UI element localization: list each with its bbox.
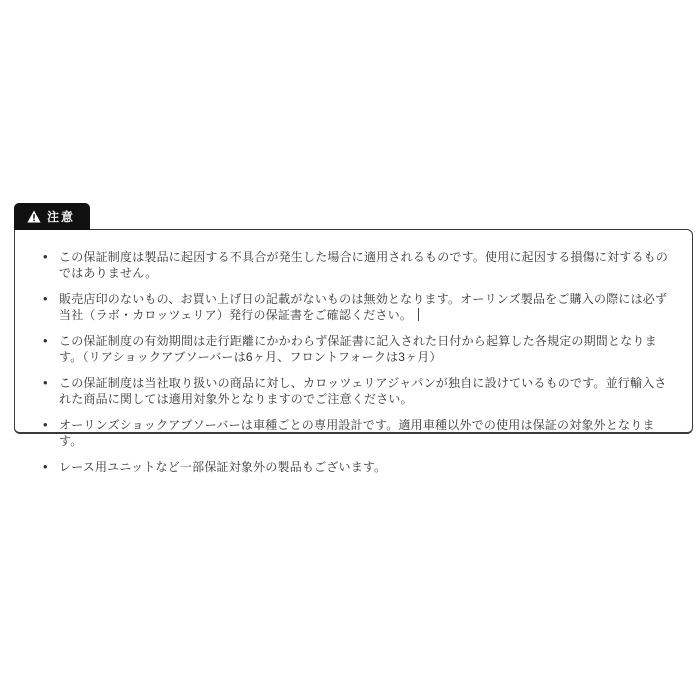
warning-triangle-icon bbox=[27, 210, 41, 223]
notice-item-text: この保証制度の有効期間は走行距離にかかわらず保証書に記入された日付から起算した各規定の期間となります。（リアショックアブソーバーは6ヶ月、フロントフォークは3ヶ月） bbox=[59, 334, 657, 364]
notice-item-text: オーリンズショックアブソーバーは車種ごとの専用設計です。適用車種以外での使用は保証の対象外となります。 bbox=[59, 418, 655, 448]
caution-notice bbox=[14, 203, 693, 474]
text-cursor bbox=[418, 308, 419, 321]
caution-tab bbox=[14, 203, 90, 230]
caution-list bbox=[35, 249, 678, 475]
notice-item bbox=[35, 459, 678, 475]
notice-item bbox=[35, 249, 678, 281]
caution-box bbox=[14, 229, 693, 474]
notice-item bbox=[35, 291, 678, 323]
notice-item-text: レース用ユニットなど一部保証対象外の製品もございます。 bbox=[59, 460, 387, 474]
notice-item-text: この保証制度は当社取り扱いの商品に対し、カロッツェリアジャパンが独自に設けているものです。並行輸入された商品に関しては適用対象外となりますのでご注意ください。 bbox=[59, 376, 667, 406]
caution-tab-label: 注意 bbox=[47, 210, 76, 224]
notice-item bbox=[35, 375, 678, 407]
notice-item-text: この保証制度は製品に起因する不具合が発生した場合に適用されるものです。使用に起因する損傷に対するものではありません。 bbox=[59, 250, 669, 280]
notice-item-text: 販売店印のないもの、お買い上げ日の記載がないものは無効となります。オーリンズ製品をご購入の際には必ず当社（ラボ・カロッツェリア）発行の保証書をご確認ください。 bbox=[59, 292, 668, 322]
notice-item bbox=[35, 417, 678, 449]
notice-item bbox=[35, 333, 678, 365]
